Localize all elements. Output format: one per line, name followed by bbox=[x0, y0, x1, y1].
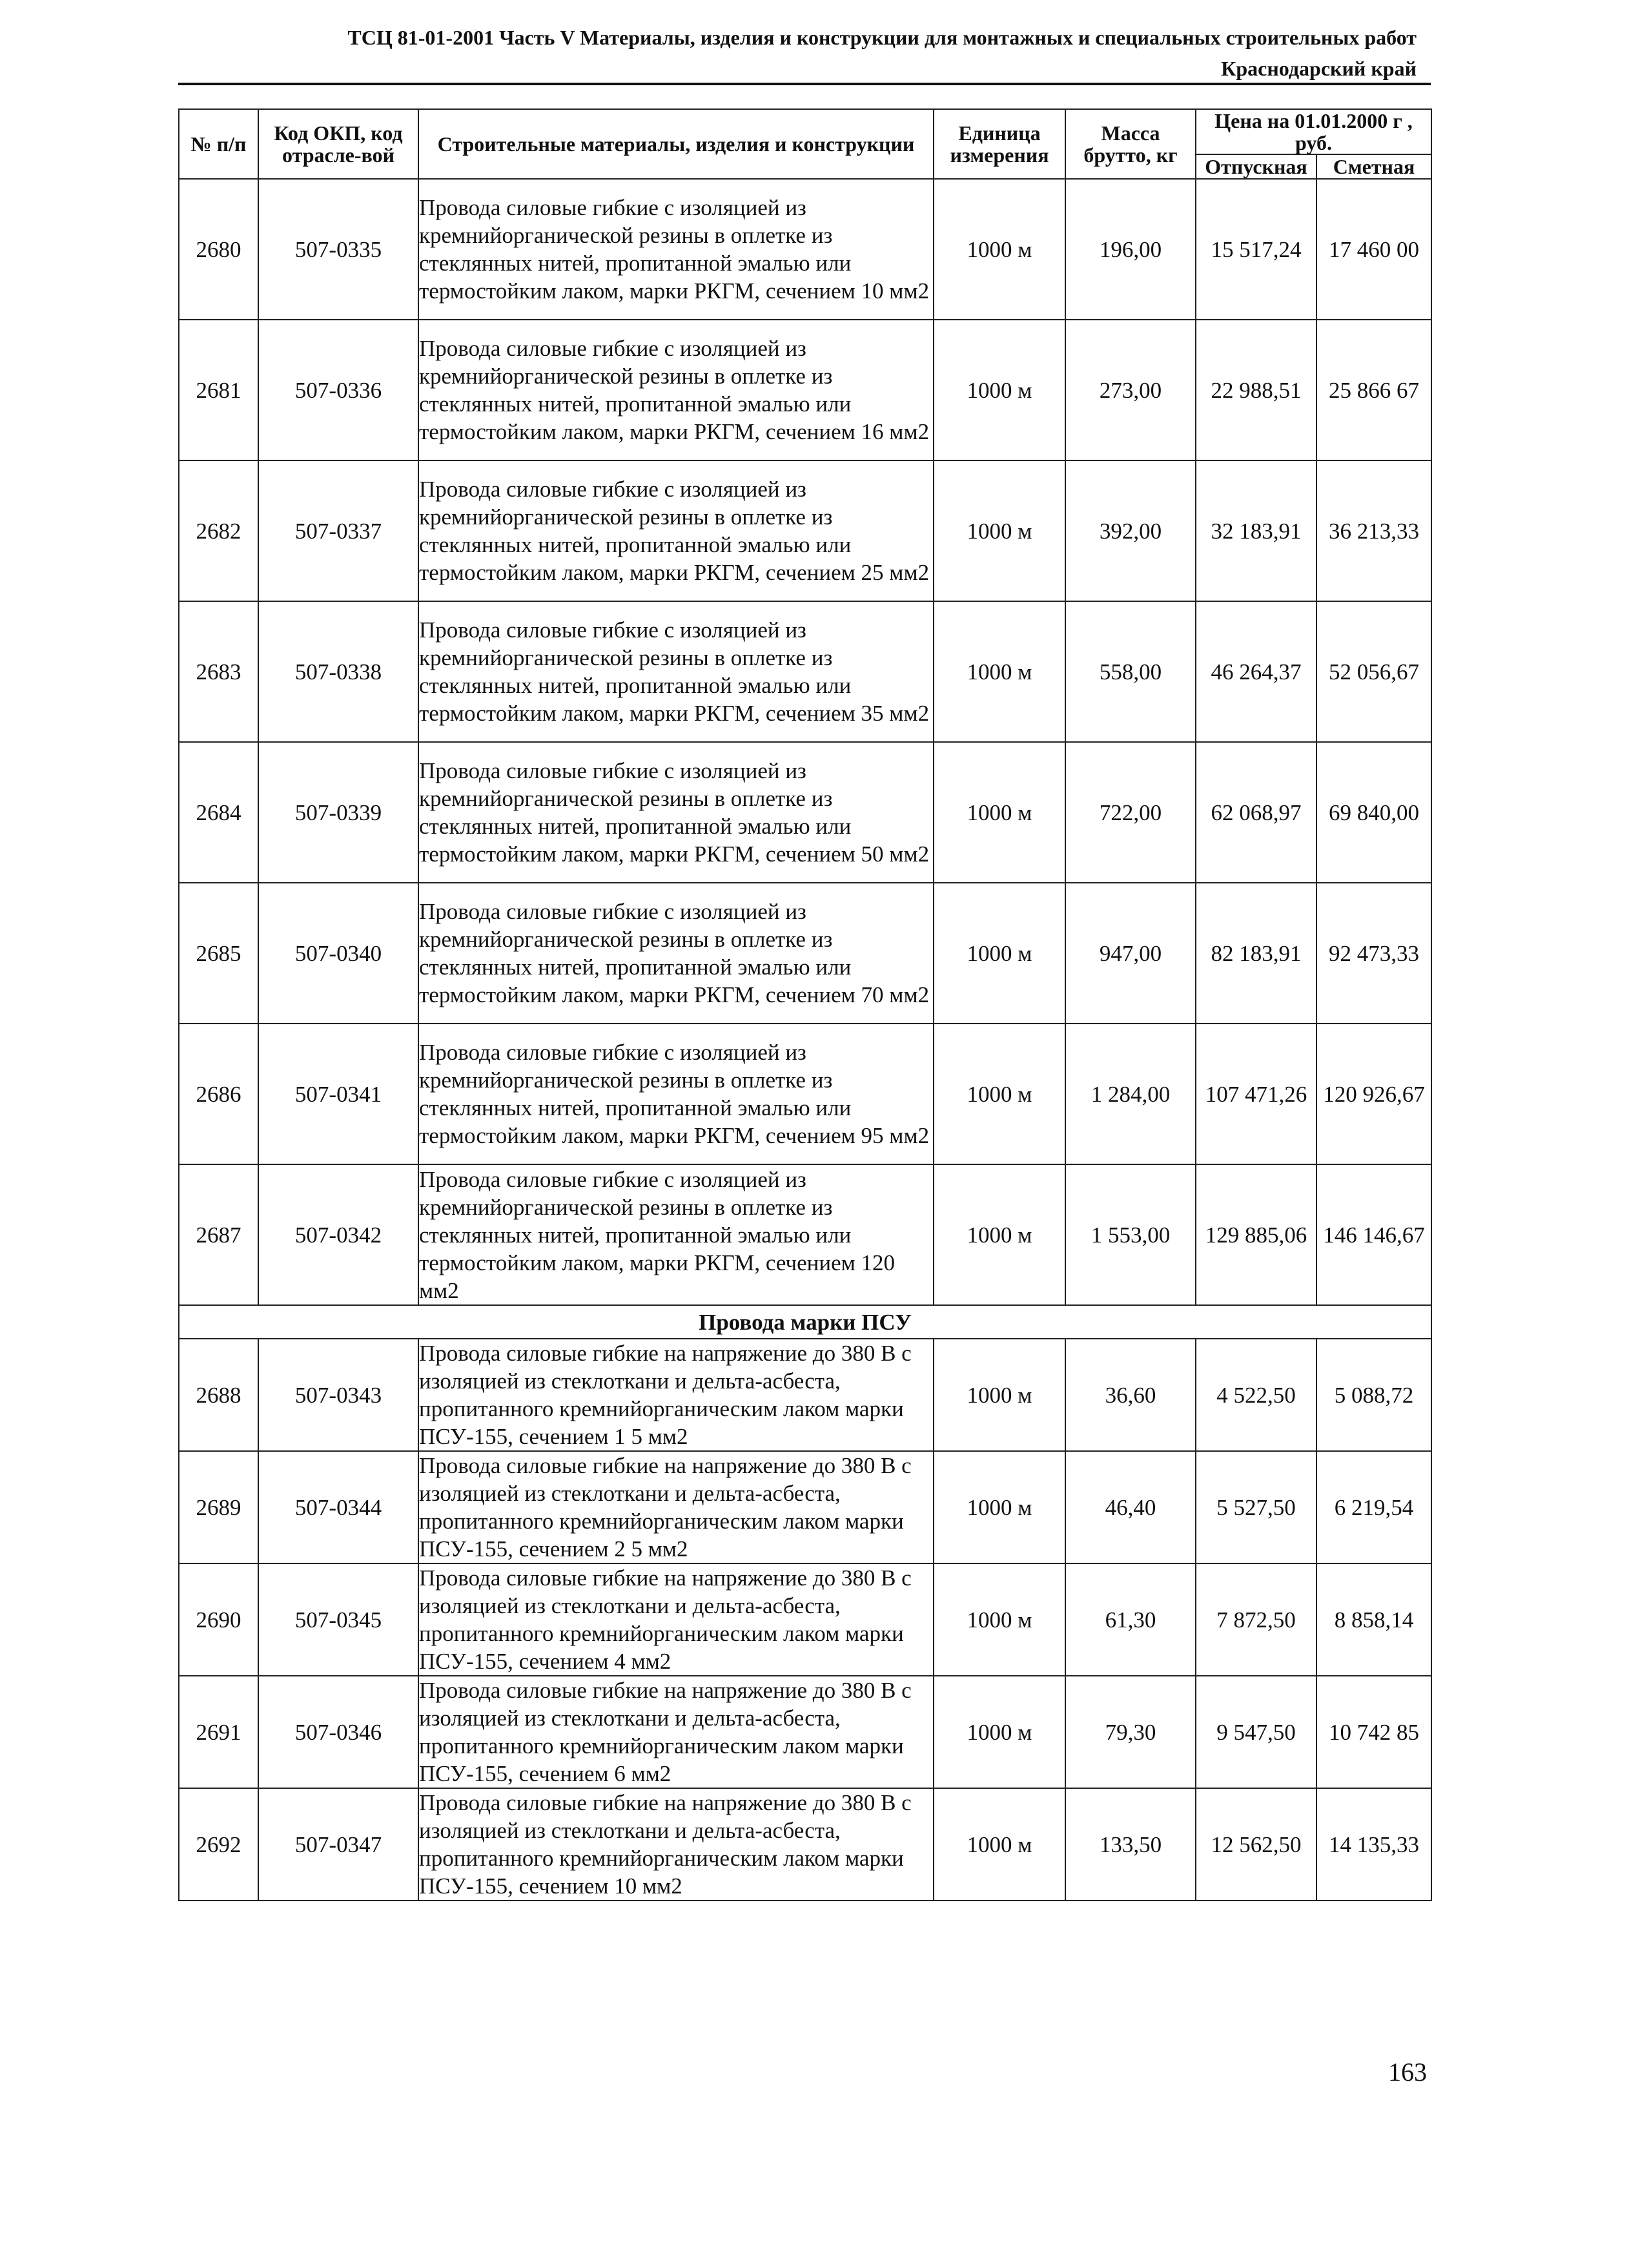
header-price-estimate: Сметная bbox=[1316, 154, 1431, 179]
row-price-estimate: 52 056,67 bbox=[1316, 601, 1431, 742]
header-code: Код ОКП, код отрасле-вой bbox=[258, 109, 418, 179]
price-table bbox=[178, 108, 1432, 1901]
row-price-release: 62 068,97 bbox=[1196, 742, 1316, 883]
row-num: 2684 bbox=[179, 742, 258, 883]
document-header-title: ТСЦ 81-01-2001 Часть V Материалы, изделия и конструкции для монтажных и специальных строительных работ bbox=[347, 26, 1417, 49]
row-mass: 392,00 bbox=[1065, 460, 1196, 601]
section-row bbox=[179, 1305, 1431, 1339]
table-row bbox=[179, 742, 1431, 883]
row-num: 2689 bbox=[179, 1451, 258, 1563]
row-description: Провода силовые гибкие с изоляцией из кремнийорганической резины в оплетке из стеклянных нитей, пропитанной эмалью или термостойким лаком, марки РКГМ, сечением 95 мм2 bbox=[418, 1024, 934, 1164]
row-price-release: 22 988,51 bbox=[1196, 320, 1316, 460]
row-price-estimate: 69 840,00 bbox=[1316, 742, 1431, 883]
row-price-release: 4 522,50 bbox=[1196, 1339, 1316, 1451]
row-unit: 1000 м bbox=[934, 1451, 1065, 1563]
row-price-estimate: 146 146,67 bbox=[1316, 1164, 1431, 1305]
row-num: 2682 bbox=[179, 460, 258, 601]
row-num: 2680 bbox=[179, 179, 258, 320]
row-unit: 1000 м bbox=[934, 320, 1065, 460]
row-price-release: 129 885,06 bbox=[1196, 1164, 1316, 1305]
row-description: Провода силовые гибкие на напряжение до 380 В с изоляцией из стеклоткани и дельта-асбеста, пропитанного кремнийорганическим лаком марки ПСУ-155, сечением 4 мм2 bbox=[418, 1563, 934, 1676]
table-row bbox=[179, 1788, 1431, 1901]
row-code: 507-0340 bbox=[258, 883, 418, 1024]
table-row bbox=[179, 460, 1431, 601]
section-title: Провода марки ПСУ bbox=[179, 1305, 1431, 1339]
row-unit: 1000 м bbox=[934, 1788, 1065, 1901]
row-num: 2686 bbox=[179, 1024, 258, 1164]
row-num: 2685 bbox=[179, 883, 258, 1024]
row-price-release: 46 264,37 bbox=[1196, 601, 1316, 742]
row-mass: 133,50 bbox=[1065, 1788, 1196, 1901]
row-mass: 196,00 bbox=[1065, 179, 1196, 320]
row-code: 507-0339 bbox=[258, 742, 418, 883]
row-num: 2681 bbox=[179, 320, 258, 460]
row-price-estimate: 10 742 85 bbox=[1316, 1676, 1431, 1788]
row-num: 2683 bbox=[179, 601, 258, 742]
row-mass: 273,00 bbox=[1065, 320, 1196, 460]
row-price-release: 15 517,24 bbox=[1196, 179, 1316, 320]
row-price-release: 9 547,50 bbox=[1196, 1676, 1316, 1788]
row-code: 507-0344 bbox=[258, 1451, 418, 1563]
table-row bbox=[179, 320, 1431, 460]
row-num: 2688 bbox=[179, 1339, 258, 1451]
row-num: 2692 bbox=[179, 1788, 258, 1901]
row-description: Провода силовые гибкие с изоляцией из кремнийорганической резины в оплетке из стеклянных нитей, пропитанной эмалью или термостойким лаком, марки РКГМ, сечением 70 мм2 bbox=[418, 883, 934, 1024]
row-price-estimate: 17 460 00 bbox=[1316, 179, 1431, 320]
row-unit: 1000 м bbox=[934, 601, 1065, 742]
row-code: 507-0336 bbox=[258, 320, 418, 460]
table-row bbox=[179, 1563, 1431, 1676]
row-unit: 1000 м bbox=[934, 1563, 1065, 1676]
row-price-release: 107 471,26 bbox=[1196, 1024, 1316, 1164]
header-price: Цена на 01.01.2000 г , руб. bbox=[1196, 109, 1431, 154]
row-description: Провода силовые гибкие на напряжение до 380 В с изоляцией из стеклоткани и дельта-асбеста, пропитанного кремнийорганическим лаком марки ПСУ-155, сечением 2 5 мм2 bbox=[418, 1451, 934, 1563]
row-description: Провода силовые гибкие с изоляцией из кремнийорганической резины в оплетке из стеклянных нитей, пропитанной эмалью или термостойким лаком, марки РКГМ, сечением 35 мм2 bbox=[418, 601, 934, 742]
page-number: 163 bbox=[1388, 2057, 1427, 2087]
row-unit: 1000 м bbox=[934, 179, 1065, 320]
row-description: Провода силовые гибкие с изоляцией из кремнийорганической резины в оплетке из стеклянных нитей, пропитанной эмалью или термостойким лаком, марки РКГМ, сечением 50 мм2 bbox=[418, 742, 934, 883]
row-unit: 1000 м bbox=[934, 742, 1065, 883]
row-code: 507-0338 bbox=[258, 601, 418, 742]
table-row bbox=[179, 601, 1431, 742]
row-code: 507-0341 bbox=[258, 1024, 418, 1164]
row-mass: 46,40 bbox=[1065, 1451, 1196, 1563]
document-header-region: Краснодарский край bbox=[1221, 57, 1417, 80]
table-row bbox=[179, 1676, 1431, 1788]
row-unit: 1000 м bbox=[934, 460, 1065, 601]
row-price-estimate: 120 926,67 bbox=[1316, 1024, 1431, 1164]
row-code: 507-0343 bbox=[258, 1339, 418, 1451]
row-mass: 61,30 bbox=[1065, 1563, 1196, 1676]
row-code: 507-0346 bbox=[258, 1676, 418, 1788]
row-price-estimate: 6 219,54 bbox=[1316, 1451, 1431, 1563]
row-unit: 1000 м bbox=[934, 1339, 1065, 1451]
row-price-estimate: 92 473,33 bbox=[1316, 883, 1431, 1024]
row-mass: 722,00 bbox=[1065, 742, 1196, 883]
table-row bbox=[179, 1451, 1431, 1563]
row-price-estimate: 14 135,33 bbox=[1316, 1788, 1431, 1901]
row-unit: 1000 м bbox=[934, 1676, 1065, 1788]
row-mass: 36,60 bbox=[1065, 1339, 1196, 1451]
row-price-estimate: 25 866 67 bbox=[1316, 320, 1431, 460]
row-mass: 79,30 bbox=[1065, 1676, 1196, 1788]
row-description: Провода силовые гибкие на напряжение до 380 В с изоляцией из стеклоткани и дельта-асбеста, пропитанного кремнийорганическим лаком марки ПСУ-155, сечением 1 5 мм2 bbox=[418, 1339, 934, 1451]
row-description: Провода силовые гибкие с изоляцией из кремнийорганической резины в оплетке из стеклянных нитей, пропитанной эмалью или термостойким лаком, марки РКГМ, сечением 16 мм2 bbox=[418, 320, 934, 460]
row-mass: 947,00 bbox=[1065, 883, 1196, 1024]
row-description: Провода силовые гибкие на напряжение до 380 В с изоляцией из стеклоткани и дельта-асбеста, пропитанного кремнийорганическим лаком марки ПСУ-155, сечением 6 мм2 bbox=[418, 1676, 934, 1788]
row-unit: 1000 м bbox=[934, 1164, 1065, 1305]
row-num: 2690 bbox=[179, 1563, 258, 1676]
row-price-estimate: 36 213,33 bbox=[1316, 460, 1431, 601]
row-price-release: 5 527,50 bbox=[1196, 1451, 1316, 1563]
row-code: 507-0347 bbox=[258, 1788, 418, 1901]
header-num: № п/п bbox=[179, 109, 258, 179]
row-code: 507-0345 bbox=[258, 1563, 418, 1676]
table-row bbox=[179, 1164, 1431, 1305]
row-description: Провода силовые гибкие на напряжение до 380 В с изоляцией из стеклоткани и дельта-асбеста, пропитанного кремнийорганическим лаком марки ПСУ-155, сечением 10 мм2 bbox=[418, 1788, 934, 1901]
row-mass: 558,00 bbox=[1065, 601, 1196, 742]
row-price-release: 7 872,50 bbox=[1196, 1563, 1316, 1676]
header-price-release: Отпускная bbox=[1196, 154, 1316, 179]
row-price-estimate: 5 088,72 bbox=[1316, 1339, 1431, 1451]
table-row bbox=[179, 883, 1431, 1024]
table-row bbox=[179, 1024, 1431, 1164]
row-code: 507-0342 bbox=[258, 1164, 418, 1305]
row-unit: 1000 м bbox=[934, 883, 1065, 1024]
row-code: 507-0337 bbox=[258, 460, 418, 601]
row-price-release: 82 183,91 bbox=[1196, 883, 1316, 1024]
row-price-estimate: 8 858,14 bbox=[1316, 1563, 1431, 1676]
table-row bbox=[179, 1339, 1431, 1451]
header-mass: Масса брутто, кг bbox=[1065, 109, 1196, 179]
row-description: Провода силовые гибкие с изоляцией из кремнийорганической резины в оплетке из стеклянных нитей, пропитанной эмалью или термостойким лаком, марки РКГМ, сечением 10 мм2 bbox=[418, 179, 934, 320]
row-mass: 1 553,00 bbox=[1065, 1164, 1196, 1305]
row-num: 2687 bbox=[179, 1164, 258, 1305]
row-price-release: 32 183,91 bbox=[1196, 460, 1316, 601]
header-name: Строительные материалы, изделия и конструкции bbox=[418, 109, 934, 179]
row-mass: 1 284,00 bbox=[1065, 1024, 1196, 1164]
header-rule bbox=[178, 83, 1431, 85]
row-description: Провода силовые гибкие с изоляцией из кремнийорганической резины в оплетке из стеклянных нитей, пропитанной эмалью или термостойким лаком, марки РКГМ, сечением 120 мм2 bbox=[418, 1164, 934, 1305]
row-description: Провода силовые гибкие с изоляцией из кремнийорганической резины в оплетке из стеклянных нитей, пропитанной эмалью или термостойким лаком, марки РКГМ, сечением 25 мм2 bbox=[418, 460, 934, 601]
header-unit: Единица измерения bbox=[934, 109, 1065, 179]
table-row bbox=[179, 179, 1431, 320]
row-code: 507-0335 bbox=[258, 179, 418, 320]
row-unit: 1000 м bbox=[934, 1024, 1065, 1164]
row-num: 2691 bbox=[179, 1676, 258, 1788]
row-price-release: 12 562,50 bbox=[1196, 1788, 1316, 1901]
